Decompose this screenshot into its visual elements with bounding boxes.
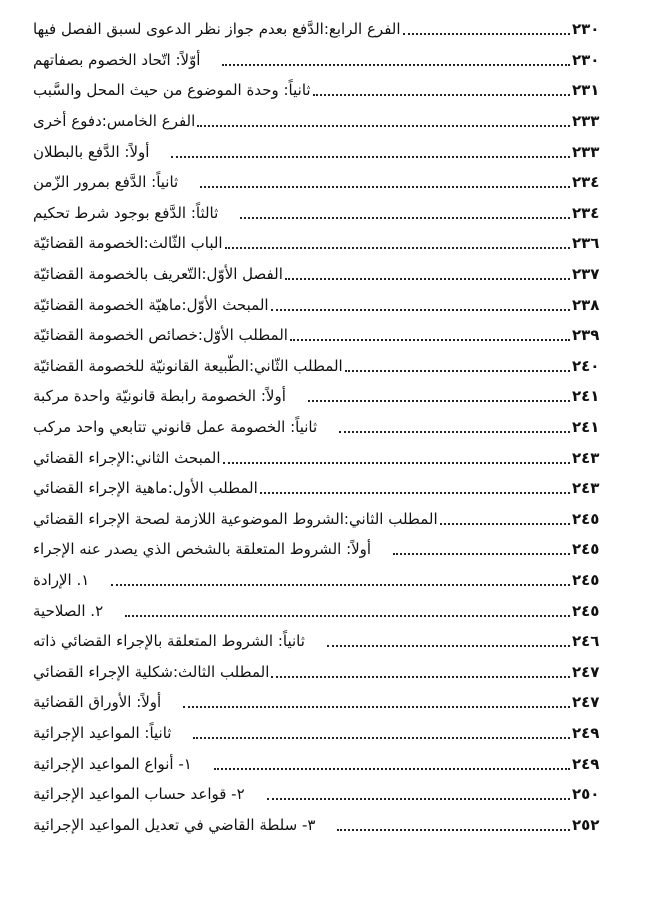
toc-entry-page-number: ٢٣٧ — [572, 265, 600, 284]
toc-entry-title: الباب الثّالث:الخصومة القضائيّة — [30, 234, 223, 252]
toc-entry[interactable] — [30, 473, 624, 504]
toc-entry[interactable] — [30, 228, 624, 259]
toc-entry-title: المبحث الأوّل:ماهيّة الخصومة القضائيّة — [30, 296, 269, 314]
toc-entry-title: ٢- قواعد حساب المواعيد الإجرائية — [30, 785, 245, 803]
toc-entry[interactable] — [30, 320, 624, 351]
toc-entry-title: المطلب الثالث:شكلية الإجراء القضائي — [30, 663, 269, 681]
toc-entry-page-number: ٢٤٣ — [572, 448, 600, 467]
toc-entry-title: المطلب الثاني:الشروط الموضوعية اللازمة لصحة الإجراء القضائي — [30, 510, 438, 528]
toc-entry[interactable] — [30, 748, 624, 779]
toc-entry[interactable] — [30, 14, 624, 45]
toc-entry-page-number: ٢٤٥ — [572, 601, 600, 620]
toc-entry-page-number: ٢٤٥ — [572, 509, 600, 528]
toc-entry-page-number: ٢٤٧ — [572, 693, 600, 712]
toc-entry-title: المطلب الأول:ماهية الإجراء القضائي — [30, 479, 258, 497]
dot-leader — [327, 645, 570, 647]
toc-entry-title: المطلب الأوّل:خصائص الخصومة القضائيّة — [30, 326, 288, 344]
toc-entry[interactable] — [30, 504, 624, 535]
toc-entry-page-number: ٢٣٣ — [572, 142, 600, 161]
toc-entry-title: ثانياً: الدَّفع بمرور الزّمن — [30, 173, 178, 191]
toc-entry[interactable] — [30, 718, 624, 749]
dot-leader — [225, 247, 570, 249]
toc-entry-title: ثانياً: الشروط المتعلقة بالإجراء القضائي ذاته — [30, 632, 305, 650]
dot-leader — [393, 553, 570, 555]
toc-entry-title: ثانياً: الخصومة عمل قانوني تتابعي واحد مركب — [30, 418, 317, 436]
toc-entry[interactable] — [30, 381, 624, 412]
toc-entry-page-number: ٢٣٤ — [572, 203, 600, 222]
toc-entry-title: أولاً: الخصومة رابطة قانونيّة واحدة مركبة — [30, 387, 286, 405]
table-of-contents — [30, 14, 624, 840]
toc-entry-title: الفرع الرابع:الدَّفع بعدم جواز نظر الدعوى لسبق الفصل فيها — [30, 20, 401, 38]
toc-entry[interactable] — [30, 595, 624, 626]
toc-entry-title: أوّلاً: اتّحاد الخصوم بصفاتهم — [30, 51, 200, 69]
toc-entry-page-number: ٢٤٦ — [572, 632, 600, 651]
dot-leader — [440, 523, 570, 525]
toc-entry[interactable] — [30, 442, 624, 473]
toc-entry[interactable] — [30, 687, 624, 718]
toc-entry-page-number: ٢٤٧ — [572, 662, 600, 681]
toc-entry-page-number: ٢٥٢ — [572, 815, 600, 834]
toc-entry[interactable] — [30, 534, 624, 565]
toc-entry[interactable] — [30, 809, 624, 840]
toc-entry[interactable] — [30, 106, 624, 137]
dot-leader — [267, 798, 570, 800]
toc-entry-page-number: ٢٣٩ — [572, 326, 600, 345]
toc-entry-title: ثانياً: المواعيد الإجرائية — [30, 724, 171, 742]
dot-leader — [345, 370, 570, 372]
toc-entry[interactable] — [30, 626, 624, 657]
dot-leader — [200, 186, 570, 188]
toc-entry-title: ٢. الصلاحية — [30, 602, 103, 620]
toc-entry-page-number: ٢٤٣ — [572, 479, 600, 498]
toc-entry[interactable] — [30, 198, 624, 229]
dot-leader — [171, 156, 570, 158]
toc-entry-page-number: ٢٤١ — [572, 387, 600, 406]
toc-entry[interactable] — [30, 167, 624, 198]
toc-entry-title: ١. الإرادة — [30, 571, 89, 589]
dot-leader — [125, 615, 570, 617]
dot-leader — [240, 217, 570, 219]
dot-leader — [193, 737, 570, 739]
toc-entry-page-number: ٢٤٩ — [572, 723, 600, 742]
toc-entry-title: المبحث الثاني:الإجراء القضائي — [30, 449, 221, 467]
toc-entry-page-number: ٢٣٠ — [572, 50, 600, 69]
toc-entry[interactable] — [30, 656, 624, 687]
toc-entry-title: أولاً: الأوراق القضائية — [30, 693, 161, 711]
toc-entry-title: الفصل الأوّل:التّعريف بالخصومة القضائيّة — [30, 265, 283, 283]
toc-entry-title: ٣- سلطة القاضي في تعديل المواعيد الإجرائية — [30, 816, 315, 834]
toc-entry-page-number: ٢٤٩ — [572, 754, 600, 773]
toc-entry-title: الفرع الخامس:دفوع أخرى — [30, 112, 195, 130]
toc-entry-page-number: ٢٣٤ — [572, 173, 600, 192]
toc-entry-title: المطلب الثّاني:الطّبيعة القانونيّة للخصومة القضائيّة — [30, 357, 343, 375]
toc-entry-page-number: ٢٣٠ — [572, 20, 600, 39]
toc-entry-page-number: ٢٤٠ — [572, 356, 600, 375]
toc-entry-page-number: ٢٣٦ — [572, 234, 600, 253]
dot-leader — [290, 339, 570, 341]
toc-entry[interactable] — [30, 779, 624, 810]
toc-entry-page-number: ٢٣١ — [572, 81, 600, 100]
toc-entry[interactable] — [30, 289, 624, 320]
toc-entry-title: ثانياً: وحدة الموضوع من حيث المحل والسَّبب — [30, 81, 311, 99]
toc-entry-page-number: ٢٤١ — [572, 418, 600, 437]
toc-entry[interactable] — [30, 259, 624, 290]
toc-entry[interactable] — [30, 351, 624, 382]
toc-entry-page-number: ٢٣٨ — [572, 295, 600, 314]
dot-leader — [223, 462, 570, 464]
toc-entry[interactable] — [30, 136, 624, 167]
dot-leader — [339, 431, 570, 433]
toc-entry-page-number: ٢٤٥ — [572, 540, 600, 559]
dot-leader — [308, 400, 570, 402]
toc-entry-page-number: ٢٥٠ — [572, 785, 600, 804]
toc-entry-title: ١- أنواع المواعيد الإجرائية — [30, 755, 192, 773]
dot-leader — [403, 33, 570, 35]
dot-leader — [222, 64, 570, 66]
toc-entry[interactable] — [30, 565, 624, 596]
dot-leader — [111, 584, 570, 586]
toc-entry-title: ثالثاً: الدَّفع بوجود شرط تحكيم — [30, 204, 218, 222]
dot-leader — [260, 492, 570, 494]
toc-entry-title: أولاً: الدَّفع بالبطلان — [30, 143, 149, 161]
dot-leader — [337, 829, 570, 831]
dot-leader — [271, 309, 570, 311]
dot-leader — [313, 94, 570, 96]
toc-entry[interactable] — [30, 75, 624, 106]
toc-entry[interactable] — [30, 45, 624, 76]
dot-leader — [285, 278, 570, 280]
toc-entry-page-number: ٢٣٣ — [572, 112, 600, 131]
toc-entry-title: أولاً: الشروط المتعلقة بالشخص الذي يصدر عنه الإجراء — [30, 540, 371, 558]
dot-leader — [214, 768, 570, 770]
dot-leader — [271, 676, 570, 678]
dot-leader — [197, 125, 570, 127]
toc-entry-page-number: ٢٤٥ — [572, 570, 600, 589]
toc-entry[interactable] — [30, 412, 624, 443]
dot-leader — [183, 706, 570, 708]
